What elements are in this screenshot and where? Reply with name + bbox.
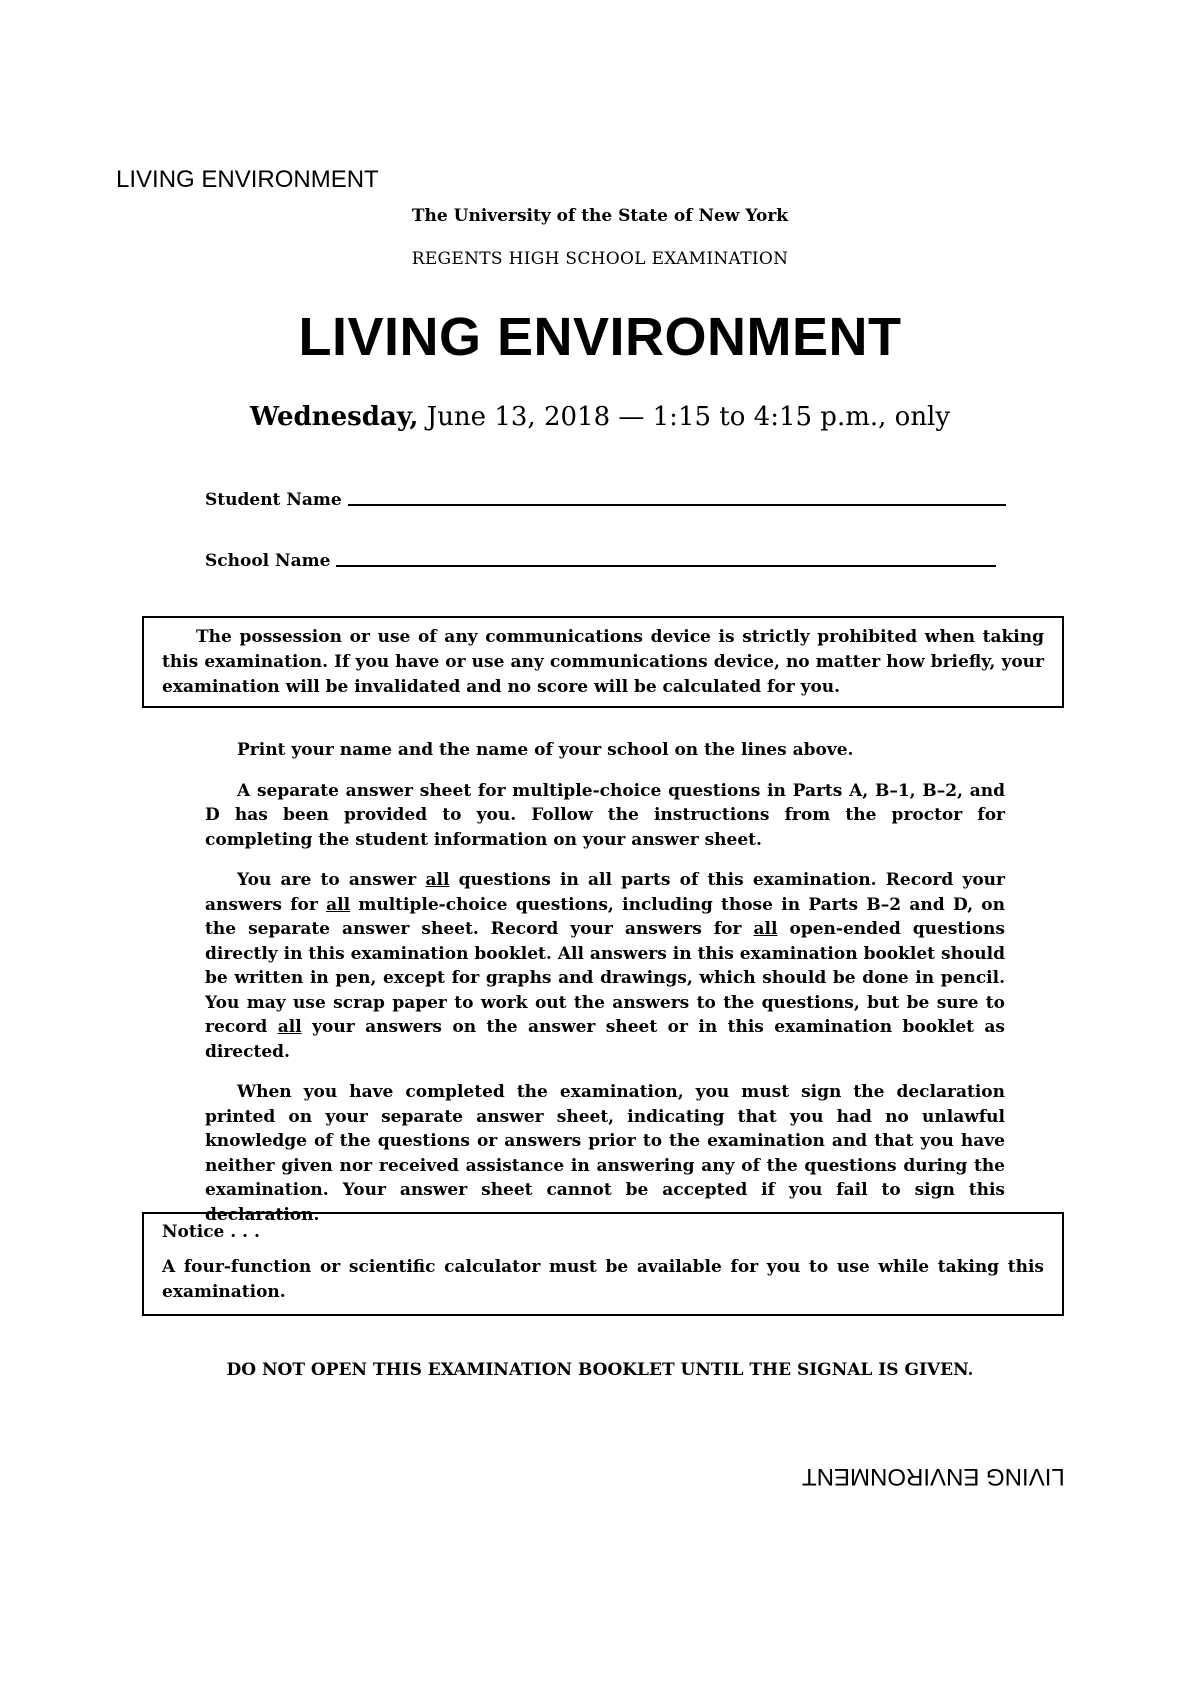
instructions	[205, 738, 1005, 1243]
exam-date-day: Wednesday,	[249, 402, 419, 432]
instruction-answer-sheet: A separate answer sheet for multiple-choice questions in Parts A, B–1, B–2, and D has been provided to you. Follow the instructions from the proctor for completing the student information on your answer sheet.	[205, 780, 1005, 850]
device-warning-box	[142, 616, 1064, 708]
instruction-text: open-ended questions directly in this examination booklet. All answers in this examination booklet should be written in pen, except for graphs and drawings, which should be done in pencil. You may use scrap paper to work out the answers to the questions, but be sure to record	[205, 919, 1005, 1037]
exam-date-time: June 13, 2018 — 1:15 to 4:15 p.m., only	[418, 402, 951, 432]
school-name-line[interactable]	[336, 563, 996, 567]
exam-type: REGENTS HIGH SCHOOL EXAMINATION	[411, 249, 789, 269]
instruction-text: questions in all parts of this examination. Record your answers for	[205, 870, 1005, 915]
school-name-label: School Name	[205, 551, 331, 571]
instruction-answer-all	[205, 868, 1005, 1064]
student-name-line[interactable]	[348, 502, 1006, 506]
school-name-field[interactable]	[205, 551, 996, 571]
instruction-text: You are to answer	[237, 870, 426, 890]
instruction-declaration: When you have completed the examination, you must sign the declaration printed on your separate answer sheet, indicating that you had no unlawful knowledge of the questions or answers prior to the examination and that you have neither given nor received assistance in answering any of the questions during the examination. Your answer sheet cannot be accepted if you fail to sign this declaration.	[205, 1082, 1005, 1225]
instruction-emphasis: all	[326, 894, 351, 915]
instruction-print-name: Print your name and the name of your school on the lines above.	[237, 740, 854, 760]
instruction-text: your answers on the answer sheet or in this examination booklet as directed.	[205, 1017, 1005, 1062]
instruction-emphasis: all	[425, 870, 450, 890]
instruction-emphasis: all	[753, 919, 778, 939]
exam-title: LIVING ENVIRONMENT	[298, 307, 902, 367]
running-foot-inverted: LIVING ENVIRONMENT	[802, 1463, 1065, 1490]
university-name: The University of the State of New York	[411, 206, 789, 226]
calculator-notice-box	[142, 1212, 1064, 1316]
notice-text: A four-function or scientific calculator must be available for you to use while taking this examination.	[162, 1257, 1044, 1302]
notice-heading: Notice . . .	[162, 1222, 260, 1242]
do-not-open-warning: DO NOT OPEN THIS EXAMINATION BOOKLET UNTIL THE SIGNAL IS GIVEN.	[226, 1360, 974, 1380]
running-head: LIVING ENVIRONMENT	[116, 166, 379, 193]
device-warning-text: The possession or use of any communications device is strictly prohibited when taking this examination. If you have or use any communications device, no matter how briefly, your examination will be invalidated and no score will be calculated for you.	[162, 627, 1044, 697]
instruction-text: multiple-choice questions, including those in Parts B–2 and D, on the separate answer sheet. Record your answers for	[205, 894, 1005, 939]
exam-date	[0, 402, 1200, 432]
instruction-emphasis: all	[277, 1017, 302, 1037]
student-name-field[interactable]	[205, 490, 1006, 510]
student-name-label: Student Name	[205, 490, 342, 510]
